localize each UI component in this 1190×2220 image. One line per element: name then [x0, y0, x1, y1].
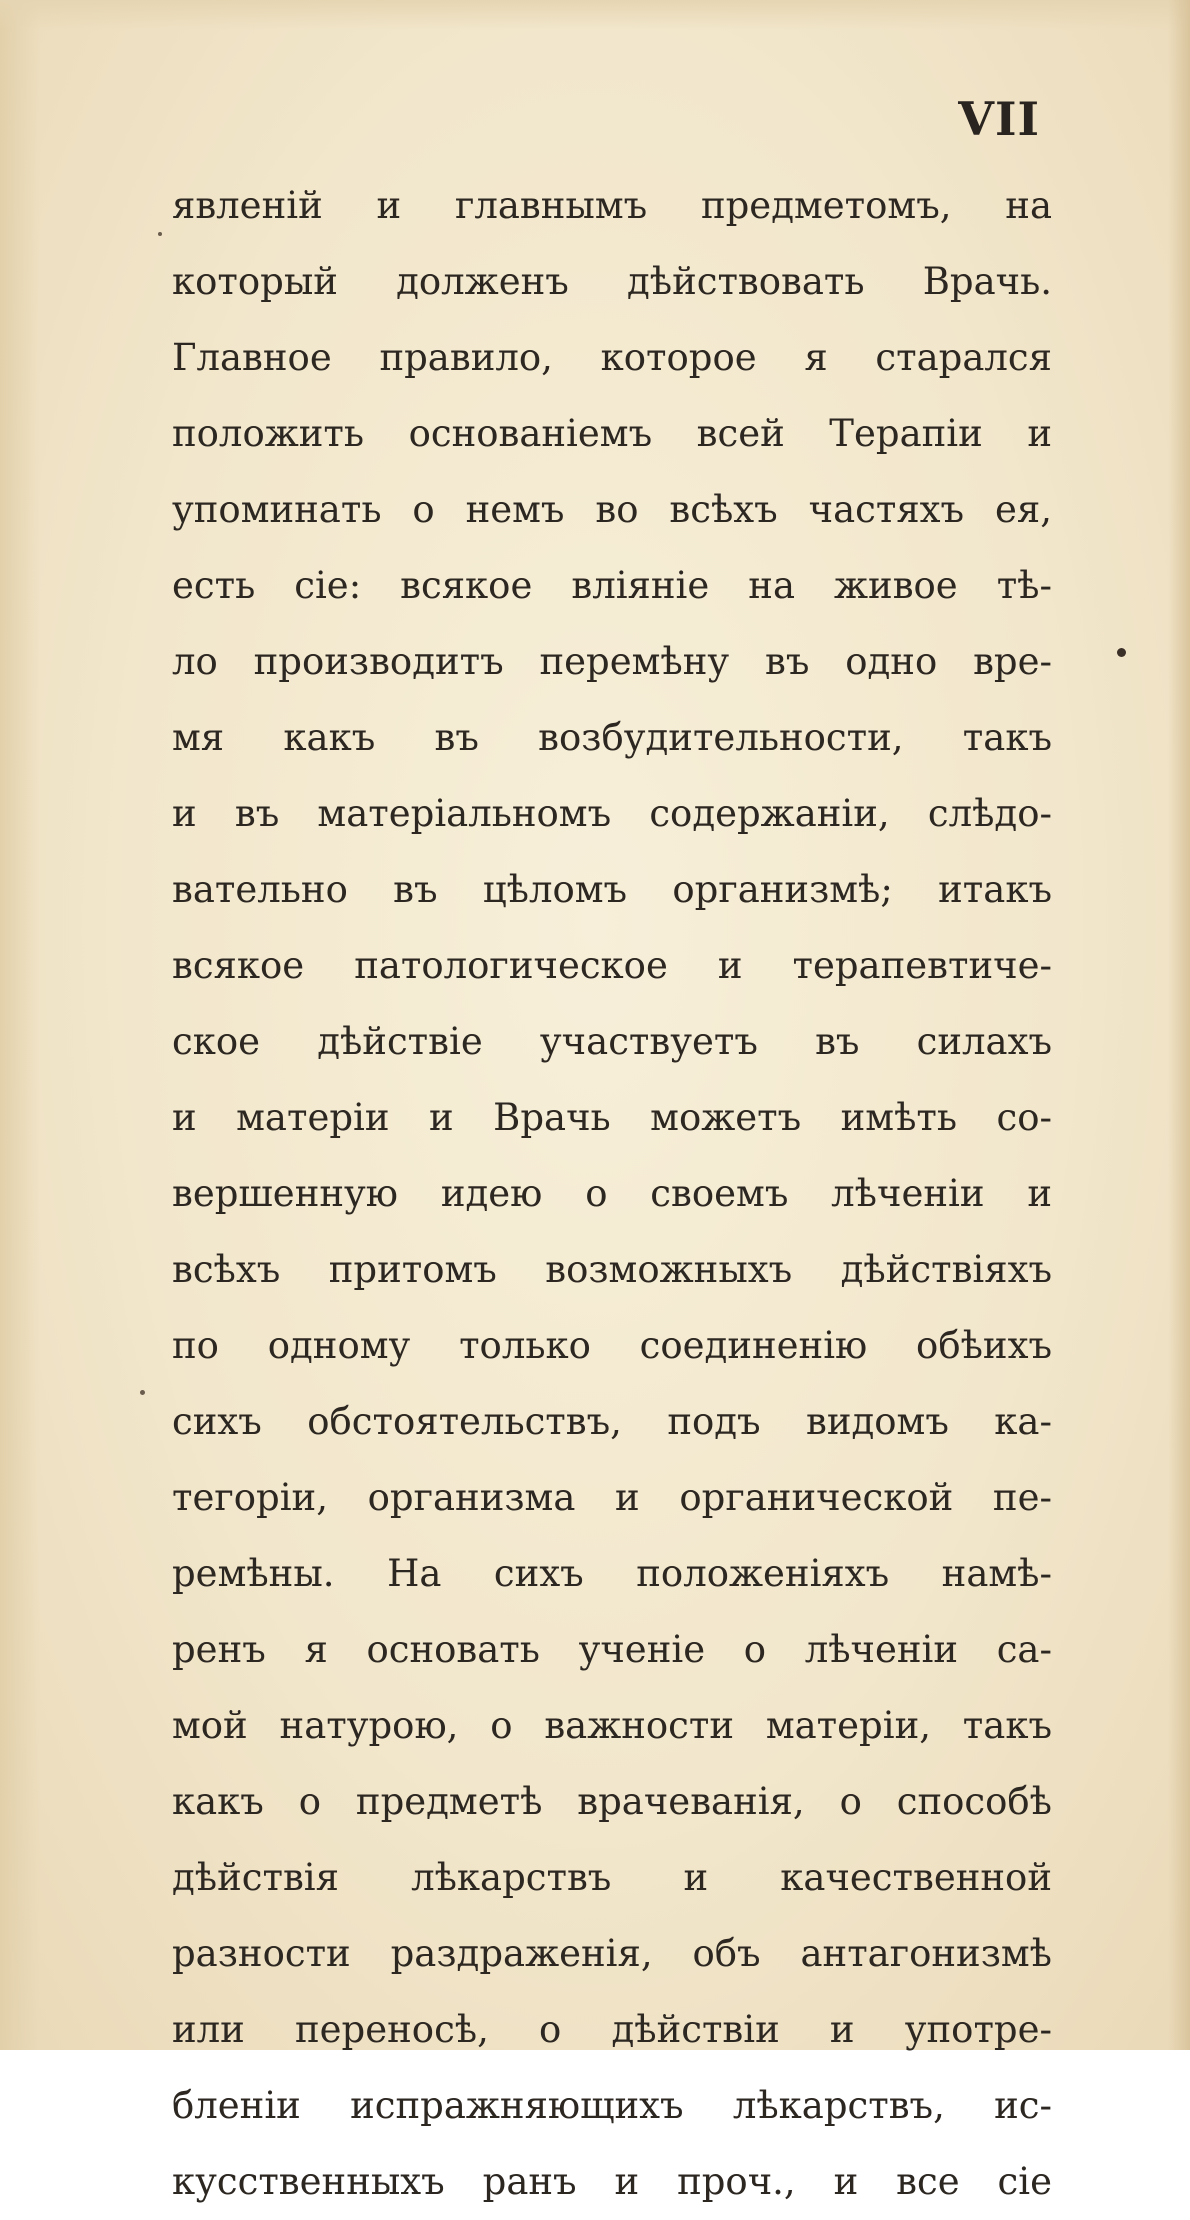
text-line: ремѣны. На сихъ положеніяхъ намѣ- — [172, 1552, 1052, 1595]
text-line: ское дѣйствіе участвуетъ въ силахъ — [172, 1020, 1052, 1063]
text-line: ренъ я основать ученіе о лѣченіи са- — [172, 1628, 1052, 1671]
ink-speck — [1117, 648, 1126, 657]
text-line: дѣйствія лѣкарствъ и качественной — [172, 1856, 1052, 1899]
text-line: мой натурою, о важности матеріи, такъ — [172, 1704, 1052, 1747]
text-line: всякое патологическое и терапевтиче- — [172, 944, 1052, 987]
text-line: вательно въ цѣломъ организмѣ; итакъ — [172, 868, 1052, 911]
ink-speck — [140, 1390, 145, 1395]
text-line: или переносѣ, о дѣйствіи и употре- — [172, 2008, 1052, 2051]
text-line: кусственныхъ ранъ и проч., и все сіе — [172, 2160, 1052, 2203]
text-line: явленій и главнымъ предметомъ, на — [172, 184, 1052, 227]
text-line: мя какъ въ возбудительности, такъ — [172, 716, 1052, 759]
page-edge-shadow-left — [0, 0, 40, 2050]
text-line: и матеріи и Врачь можетъ имѣть со- — [172, 1096, 1052, 1139]
text-line: бленіи испражняющихъ лѣкарствъ, ис- — [172, 2084, 1052, 2127]
ink-speck — [158, 232, 162, 236]
text-line: вершенную идею о своемъ лѣченіи и — [172, 1172, 1052, 1215]
body-text — [172, 168, 1052, 2220]
text-line: сихъ обстоятельствъ, подъ видомъ ка- — [172, 1400, 1052, 1443]
text-line: всѣхъ притомъ возможныхъ дѣйствіяхъ — [172, 1248, 1052, 1291]
text-line: разности раздраженія, объ антагонизмѣ — [172, 1932, 1052, 1975]
text-line: который долженъ дѣйствовать Врачь. — [172, 260, 1052, 303]
text-line: Главное правило, которое я старался — [172, 336, 1052, 379]
text-line: по одному только соединенію обѣихъ — [172, 1324, 1052, 1367]
page-edge-shadow-top — [0, 0, 1190, 30]
text-line: ло производитъ перемѣну въ одно вре- — [172, 640, 1052, 683]
text-line: и въ матеріальномъ содержаніи, слѣдо- — [172, 792, 1052, 835]
text-line: какъ о предметѣ врачеванія, о способѣ — [172, 1780, 1052, 1823]
page-edge-shadow-right — [1168, 0, 1190, 2050]
text-line: упоминать о немъ во всѣхъ частяхъ ея, — [172, 488, 1052, 531]
text-line: есть сіе: всякое вліяніе на живое тѣ- — [172, 564, 1052, 607]
text-line: тегоріи, организма и органической пе- — [172, 1476, 1052, 1519]
text-line: положить основаніемъ всей Терапіи и — [172, 412, 1052, 455]
page-number: VII — [958, 92, 1040, 146]
